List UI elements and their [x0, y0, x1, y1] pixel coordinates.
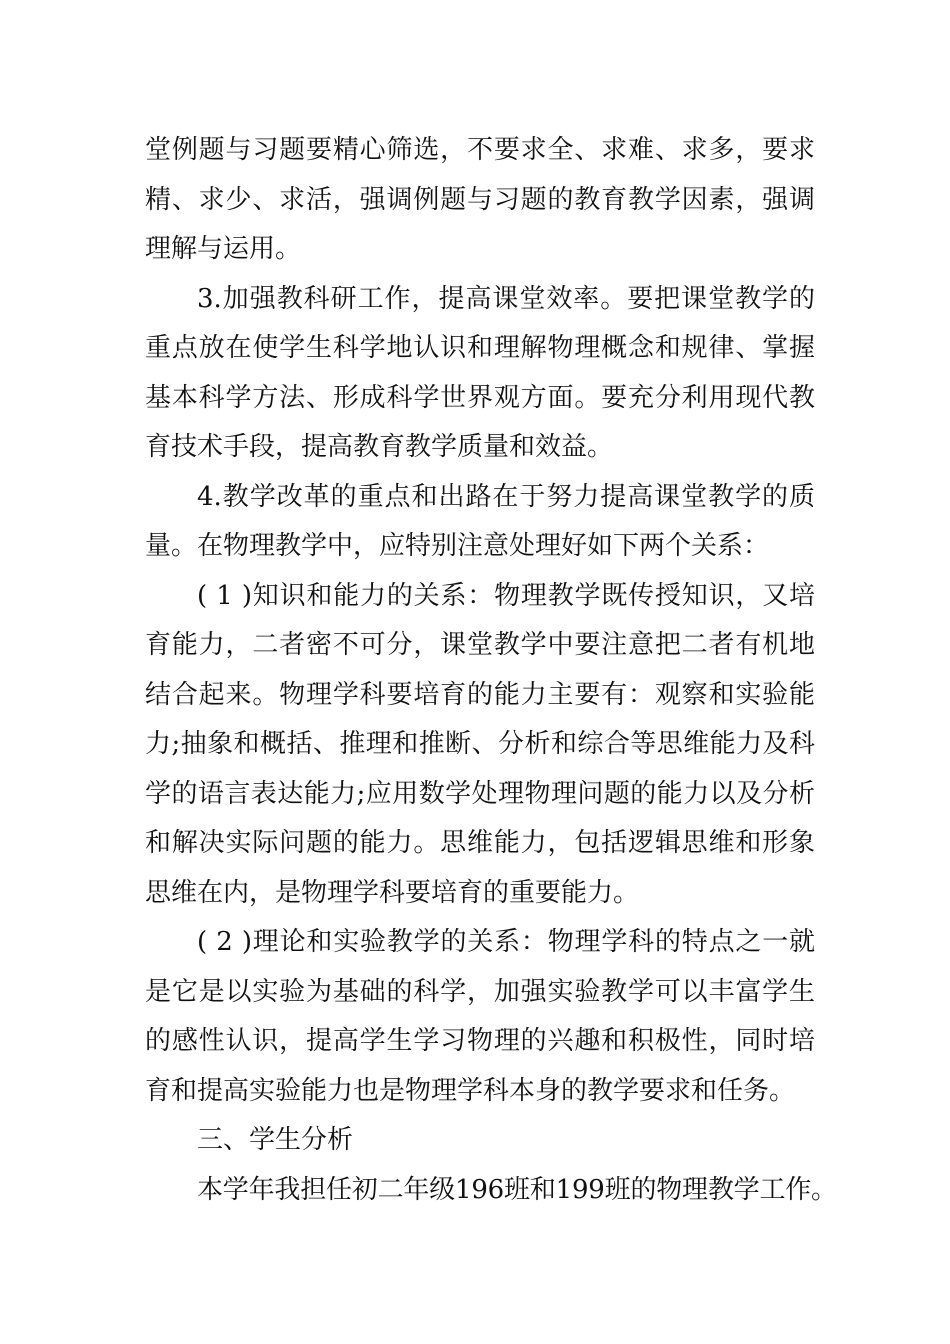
section-heading-student-analysis: 三、学生分析 [197, 1125, 354, 1155]
document-page [145, 126, 837, 1215]
paragraph-student-analysis: 本学年我担任初二年级196班和199班的物理教学工作。 [197, 1174, 837, 1205]
paragraph-item-3: 3.加强教科研工作，提高课堂效率。要把课堂教学的重点放在使学生科学地认识和理解物理概念和规律、掌握基本科学方法、形成科学世界观方面。要充分利用现代教育技术手段，提高教育教学质量和效益。 [145, 283, 815, 462]
paragraph-continuation: 堂例题与习题要精心筛选，不要求全、求难、求多，要求精、求少、求活，强调例题与习题的教育教学因素，强调理解与运用。 [145, 135, 815, 264]
paragraph-subitem-1: ( 1 )知识和能力的关系：物理教学既传授知识，又培育能力，二者密不可分，课堂教学中要注意把二者有机地结合起来。物理学科要培育的能力主要有：观察和实验能力;抽象和概括、推理和推断、分析和综合等思维能力及科学的语言表达能力;应用数学处理物理问题的能力以及分析和解决实际问题的能力。思维能力，包括逻辑思维和形象思维在内，是物理学科要培育的重要能力。 [145, 580, 815, 908]
paragraph-item-4: 4.教学改革的重点和出路在于努力提高课堂教学的质量。在物理教学中，应特别注意处理好如下两个关系： [145, 481, 815, 561]
paragraph-subitem-2: ( 2 )理论和实验教学的关系：物理学科的特点之一就是它是以实验为基础的科学，加强实验教学可以丰富学生的感性认识，提高学生学习物理的兴趣和积极性，同时培育和提高实验能力也是物理学科本身的教学要求和任务。 [145, 927, 815, 1106]
